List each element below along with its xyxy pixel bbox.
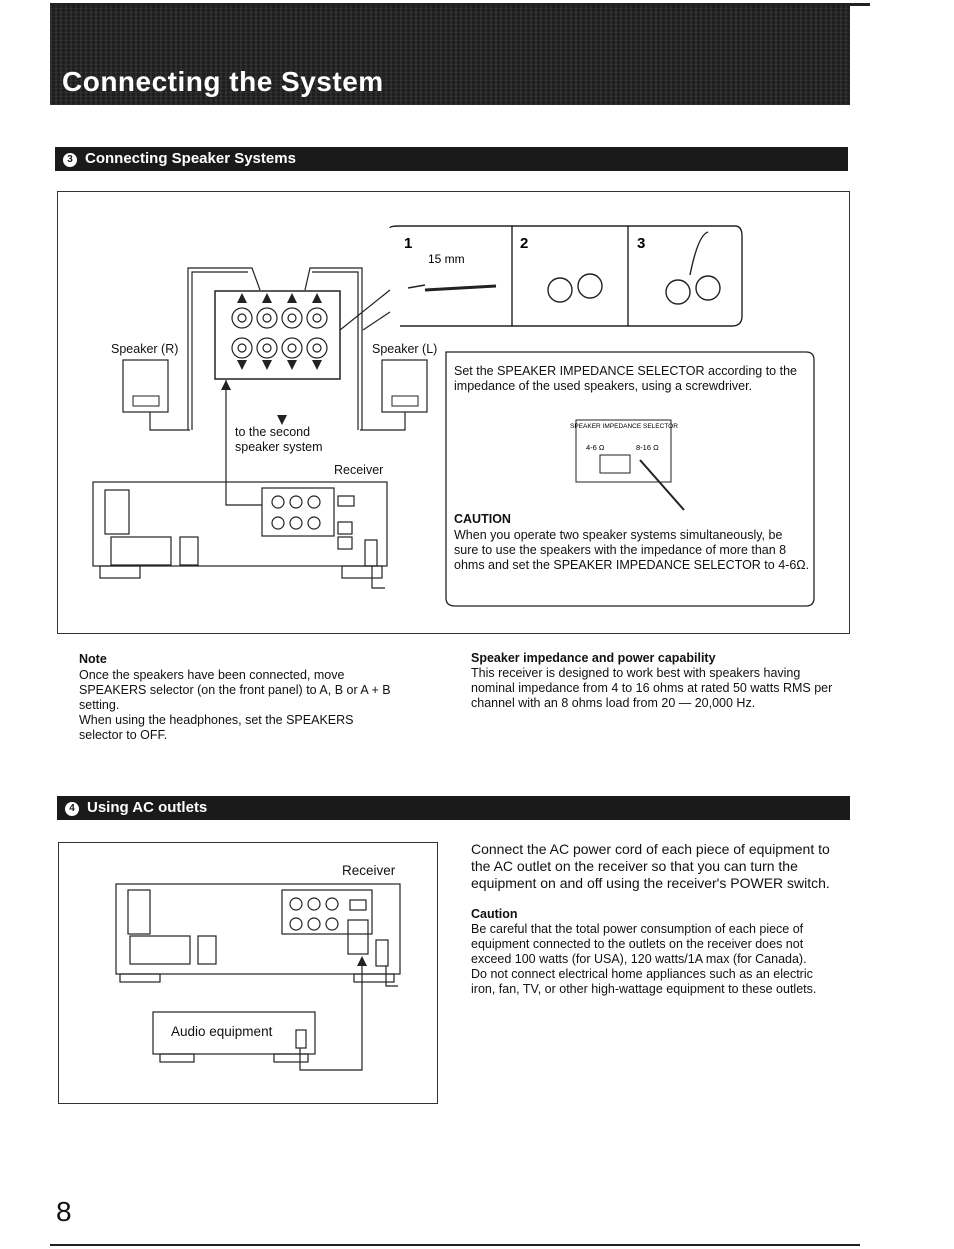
receiver-label-ac: Receiver bbox=[342, 863, 396, 878]
speaker-l-terminal bbox=[392, 396, 418, 406]
bottom-rule bbox=[50, 1244, 860, 1246]
audio-equipment-label: Audio equipment bbox=[171, 1024, 273, 1039]
section-number: 4 bbox=[65, 802, 79, 816]
caution-heading: CAUTION bbox=[454, 512, 511, 526]
receiver-rear-panel-ac bbox=[116, 884, 400, 974]
note-paragraph-1: Once the speakers have been connected, move SPEAKERS selector (on the front panel) to A, B or A + B setting. bbox=[79, 668, 391, 712]
note-paragraph-2: When using the headphones, set the SPEAKERS selector to OFF. bbox=[79, 713, 354, 742]
speaker-l-box bbox=[382, 360, 427, 412]
section-number: 3 bbox=[63, 153, 77, 167]
section-title: Using AC outlets bbox=[87, 799, 208, 816]
terminal-block bbox=[215, 291, 340, 379]
caution-text: When you operate two speaker systems simultaneously, be sure to use the speakers with the impedance of more than 8 ohms and set the SPEAKER IMPEDANCE SELECTOR to 4-6Ω. bbox=[454, 528, 810, 572]
speaker-r-label: Speaker (R) bbox=[111, 342, 179, 356]
page-title: Connecting the System bbox=[62, 66, 384, 97]
ac-outlet-diagram bbox=[0, 840, 450, 1110]
speaker-r-box bbox=[123, 360, 168, 412]
step-1-number: 1 bbox=[404, 235, 413, 252]
selector-low-label: 4-6 Ω bbox=[586, 443, 605, 452]
capability-heading: Speaker impedance and power capability bbox=[471, 651, 716, 665]
page-number: 8 bbox=[56, 1196, 72, 1227]
selector-instruction: Set the SPEAKER IMPEDANCE SELECTOR according to the impedance of the used speakers, using a screwdriver. bbox=[454, 364, 797, 393]
capability-text: This receiver is designed to work best with speakers having nominal impedance from 4 to 16 ohms at rated 50 watts RMS per channel with an 8 ohms load from 20 — 20,000 Hz. bbox=[471, 666, 833, 710]
ac-caution-heading: Caution bbox=[471, 907, 518, 921]
selector-label: SPEAKER IMPEDANCE SELECTOR bbox=[570, 423, 678, 430]
receiver-label: Receiver bbox=[334, 463, 384, 477]
ac-intro-text: Connect the AC power cord of each piece of equipment to the AC outlet on the receiver so that you can turn the equipment on and off using the receiver's POWER switch. bbox=[471, 841, 830, 891]
note-heading: Note bbox=[79, 652, 107, 666]
selector-high-label: 8-16 Ω bbox=[636, 443, 659, 452]
step-1-label: 15 mm bbox=[428, 252, 465, 266]
speaker-r-terminal bbox=[133, 396, 159, 406]
step-2-number: 2 bbox=[520, 235, 529, 252]
second-speaker-label: to the second speaker system bbox=[235, 425, 323, 454]
speaker-l-label: Speaker (L) bbox=[372, 342, 438, 356]
section-header-ac-outlets bbox=[57, 796, 850, 820]
step-3-number: 3 bbox=[637, 235, 646, 252]
section-title: Connecting Speaker Systems bbox=[85, 150, 296, 167]
ac-caution-paragraph-2: Do not connect electrical home appliances such as an electric iron, fan, TV, or other high-wattage equipment to these outlets. bbox=[471, 967, 817, 996]
receiver-rear-panel bbox=[93, 482, 387, 588]
ac-caution-paragraph-1: Be careful that the total power consumption of each piece of equipment connected to the outlets on the receiver does not exceed 100 watts (for USA), 120 watts/1A max (for Canada). bbox=[471, 922, 807, 966]
